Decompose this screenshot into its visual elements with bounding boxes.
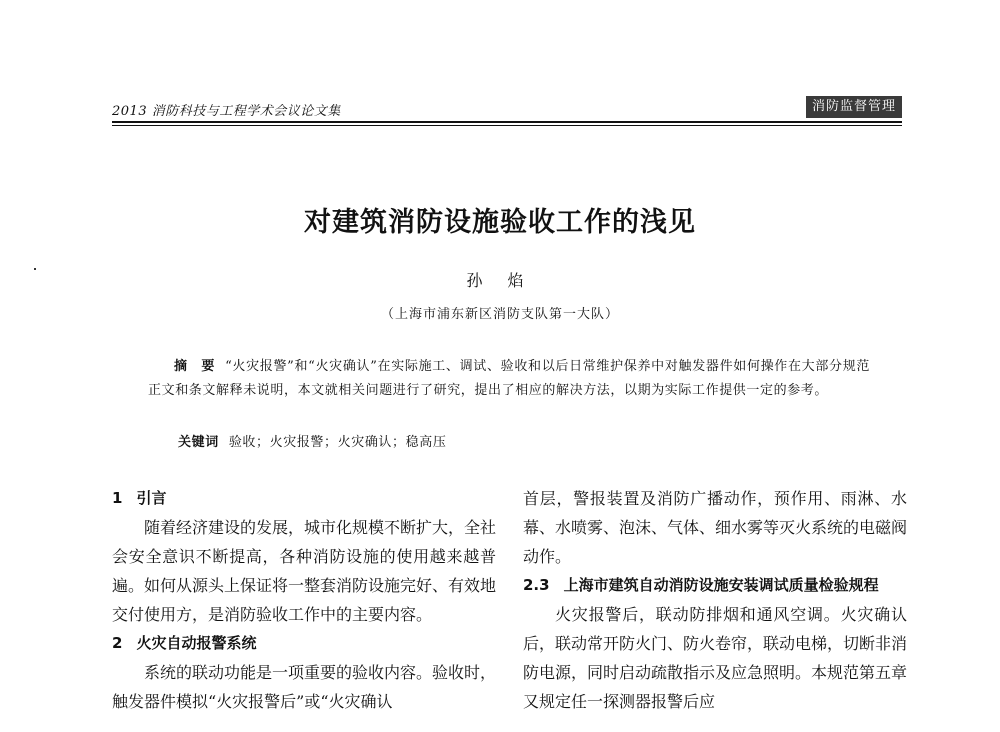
section-tag: 消防监督管理 [806, 96, 902, 118]
running-header [112, 96, 902, 122]
abstract-body [148, 355, 870, 403]
right-column [523, 484, 907, 716]
paragraph: 随着经济建设的发展，城市化规模不断扩大，全社会安全意识不断提高，各种消防设施的使用越来越普遍。如何从源头上保证将一整套消防设施完好、有效地交付使用方，是消防验收工作中的主要内容。 [112, 518, 497, 624]
section-title: 火灾自动报警系统 [136, 634, 257, 652]
keywords-text: 验收；火灾报警；火灾确认；稳高压 [228, 435, 447, 450]
section-number: 2.3 [523, 576, 550, 594]
section-heading [112, 629, 496, 658]
section-title: 上海市建筑自动消防设施安装调试质量检验规程 [563, 576, 879, 594]
paragraph: 火灾报警后，联动防排烟和通风空调。火灾确认后，联动常开防火门、防火卷帘，联动电梯，切断非消防电源，同时启动疏散指示及应急照明。本规范第五章又规定任一探测器报警后应 [523, 605, 908, 711]
section-heading [112, 484, 496, 513]
header-rule-thin [112, 125, 902, 126]
section-number: 2 [112, 634, 123, 652]
author: 孙 焰 [466, 271, 534, 290]
abstract [148, 355, 870, 403]
abstract-text: “火灾报警”和“火灾确认”在实际施工、调试、验收和以后日常维护保养中对触发器件如何操作在大部分规范正文和条文解释未说明，本文就相关问题进行了研究，提出了相应的解决方法，以期为实际工作提供一定的参考。 [148, 359, 871, 398]
header-rule-thick [112, 121, 902, 123]
paragraph-continued: 首层，警报装置及消防广播动作，预作用、雨淋、水幕、水喷雾、泡沫、气体、细水雾等灭火系统的电磁阀动作。 [523, 489, 908, 566]
section-title: 引言 [136, 489, 167, 507]
keywords [178, 431, 446, 450]
journal-name: 2013 消防科技与工程学术会议论文集 [112, 104, 341, 119]
abstract-label: 摘 要 [174, 359, 216, 374]
paper-title: 对建筑消防设施验收工作的浅见 [304, 207, 696, 238]
section-number: 1 [112, 489, 123, 507]
keywords-label: 关键词 [178, 435, 219, 450]
left-column [112, 484, 496, 716]
affiliation: （上海市浦东新区消防支队第一大队） [380, 307, 619, 322]
paragraph: 系统的联动功能是一项重要的验收内容。验收时，触发器件模拟“火灾报警后”或“火灾确认 [112, 663, 497, 711]
section-heading [523, 571, 907, 600]
